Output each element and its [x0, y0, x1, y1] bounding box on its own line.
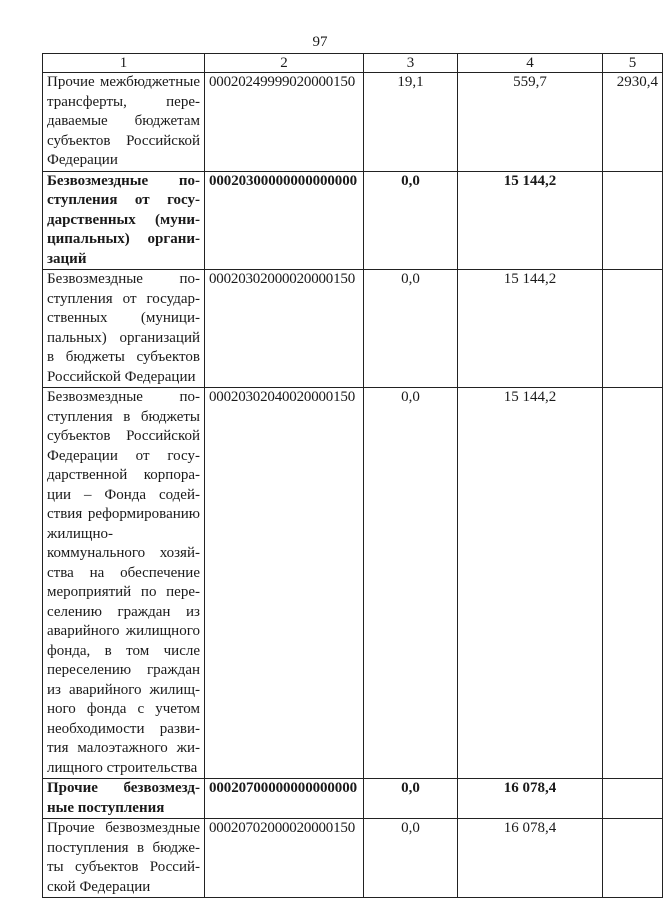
row-col3: 0,0: [364, 388, 458, 779]
row-code: 00020700000000000000: [205, 779, 364, 819]
column-number-2: 2: [205, 54, 364, 73]
row-code: 00020702000020000150: [205, 819, 364, 898]
table-row: [43, 779, 663, 819]
column-number-1: 1: [43, 54, 205, 73]
column-number-5: 5: [603, 54, 663, 73]
row-col4: 16 078,4: [458, 779, 603, 819]
row-col3: 0,0: [364, 171, 458, 270]
row-name: Прочие межбюджетные трансферты, передаваемые бюджетам субъектов Российской Федерации: [43, 73, 205, 172]
row-col3: 0,0: [364, 270, 458, 388]
column-number-row: [43, 54, 663, 73]
page-number: 97: [312, 34, 328, 50]
row-col5: [603, 171, 663, 270]
table-row: [43, 819, 663, 898]
row-col4: 16 078,4: [458, 819, 603, 898]
row-col4: 15 144,2: [458, 171, 603, 270]
column-number-3: 3: [364, 54, 458, 73]
row-col5: [603, 388, 663, 779]
row-code: 00020249999020000150: [205, 73, 364, 172]
row-col4: 15 144,2: [458, 388, 603, 779]
row-col5: [603, 779, 663, 819]
budget-table: [42, 53, 663, 898]
row-col4: 559,7: [458, 73, 603, 172]
row-col3: 0,0: [364, 779, 458, 819]
row-code: 00020302000020000150: [205, 270, 364, 388]
table-row: [43, 171, 663, 270]
table-row: [43, 73, 663, 172]
row-code: 00020302040020000150: [205, 388, 364, 779]
row-col5: [603, 270, 663, 388]
row-code: 00020300000000000000: [205, 171, 364, 270]
row-col5: [603, 819, 663, 898]
row-name: Безвозмездные поступления от государственных (муниципальных) организаций в бюджеты субъектов Российской Федерации: [43, 270, 205, 388]
row-col3: 19,1: [364, 73, 458, 172]
row-name: Безвозмездные поступления от государственных (муниципальных) организаций: [43, 171, 205, 270]
row-name: Безвозмездные поступления в бюджеты субъектов Российской Федерации от государственной корпорации – Фонда содействия реформированию жилищно-коммунального хозяйства на обеспечение мероприятий по переселению граждан из аварийного жилищного фонда, в том числе переселению граждан из аварийного жилищного фонда с учетом необходимости развития малоэтажного жилищного строительства: [43, 388, 205, 779]
row-col3: 0,0: [364, 819, 458, 898]
table-row: [43, 388, 663, 779]
row-col4: 15 144,2: [458, 270, 603, 388]
row-name: Прочие безвозмездные поступления: [43, 779, 205, 819]
table-row: [43, 270, 663, 388]
row-name: Прочие безвозмездные поступления в бюджеты субъектов Российской Федерации: [43, 819, 205, 898]
column-number-4: 4: [458, 54, 603, 73]
row-col5: 2930,4: [603, 73, 663, 172]
